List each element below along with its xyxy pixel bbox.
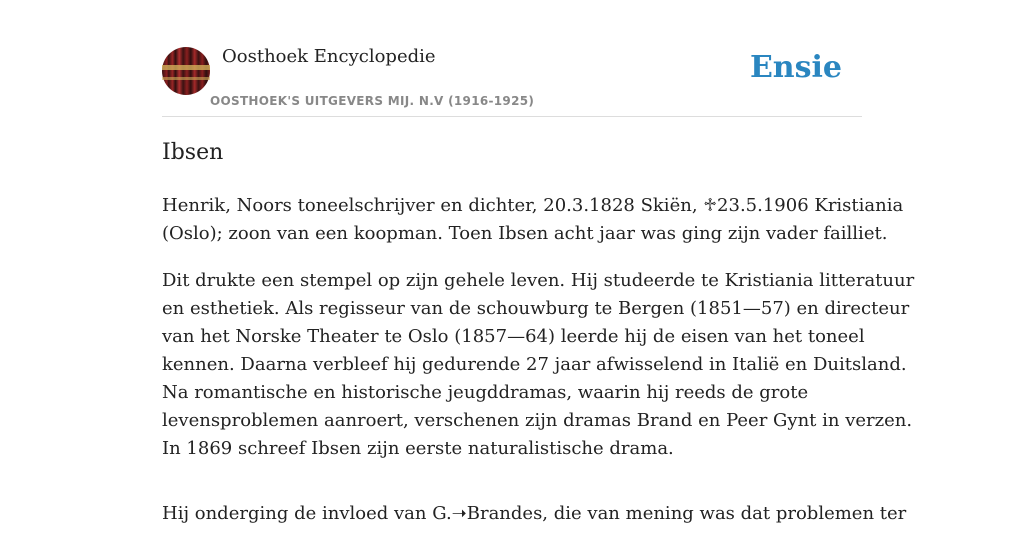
- paragraph-line: Henrik, Noors toneelschrijver en dichter, 20.3.1828 Skiën, ♱23.5.1906 Kristiania: [162, 195, 904, 216]
- encyclopedia-avatar[interactable]: [162, 47, 210, 95]
- paragraph-line: Hij onderging de invloed van G.➝Brandes, die van mening was dat problemen ter: [162, 503, 907, 524]
- paragraph-line: (Oslo); zoon van een koopman. Toen Ibsen acht jaar was ging zijn vader failliet.: [162, 223, 888, 244]
- ensie-logo[interactable]: Ensie: [749, 50, 842, 85]
- paragraph-line: Na romantische en historische jeugddramas, waarin hij reeds de grote: [162, 382, 809, 403]
- paragraph-line: levensproblemen aanroert, verschenen zijn dramas Brand en Peer Gynt in verzen.: [162, 410, 913, 431]
- site-header: [162, 0, 862, 117]
- paragraph-line: kennen. Daarna verbleef hij gedurende 27 jaar afwisselend in Italië en Duitsland.: [162, 354, 907, 375]
- site-name-link[interactable]: Oosthoek Encyclopedie: [222, 46, 436, 67]
- article-paragraph: [162, 192, 904, 248]
- article-paragraph: [162, 267, 915, 463]
- paragraph-line: Dit drukte een stempel op zijn gehele leven. Hij studeerde te Kristiania litteratuur: [162, 270, 915, 291]
- article-paragraph: [162, 500, 907, 528]
- paragraph-line: In 1869 schreef Ibsen zijn eerste naturalistische drama.: [162, 438, 674, 459]
- paragraph-line: van het Norske Theater te Oslo (1857—64) leerde hij de eisen van het toneel: [162, 326, 865, 347]
- article-body: [162, 192, 915, 547]
- paragraph-line: en esthetiek. Als regisseur van de schouwburg te Bergen (1851—57) en directeur: [162, 298, 910, 319]
- article-title: Ibsen: [162, 140, 224, 165]
- publisher-label: OOSTHOEK'S UITGEVERS MIJ. N.V (1916-1925): [210, 94, 535, 108]
